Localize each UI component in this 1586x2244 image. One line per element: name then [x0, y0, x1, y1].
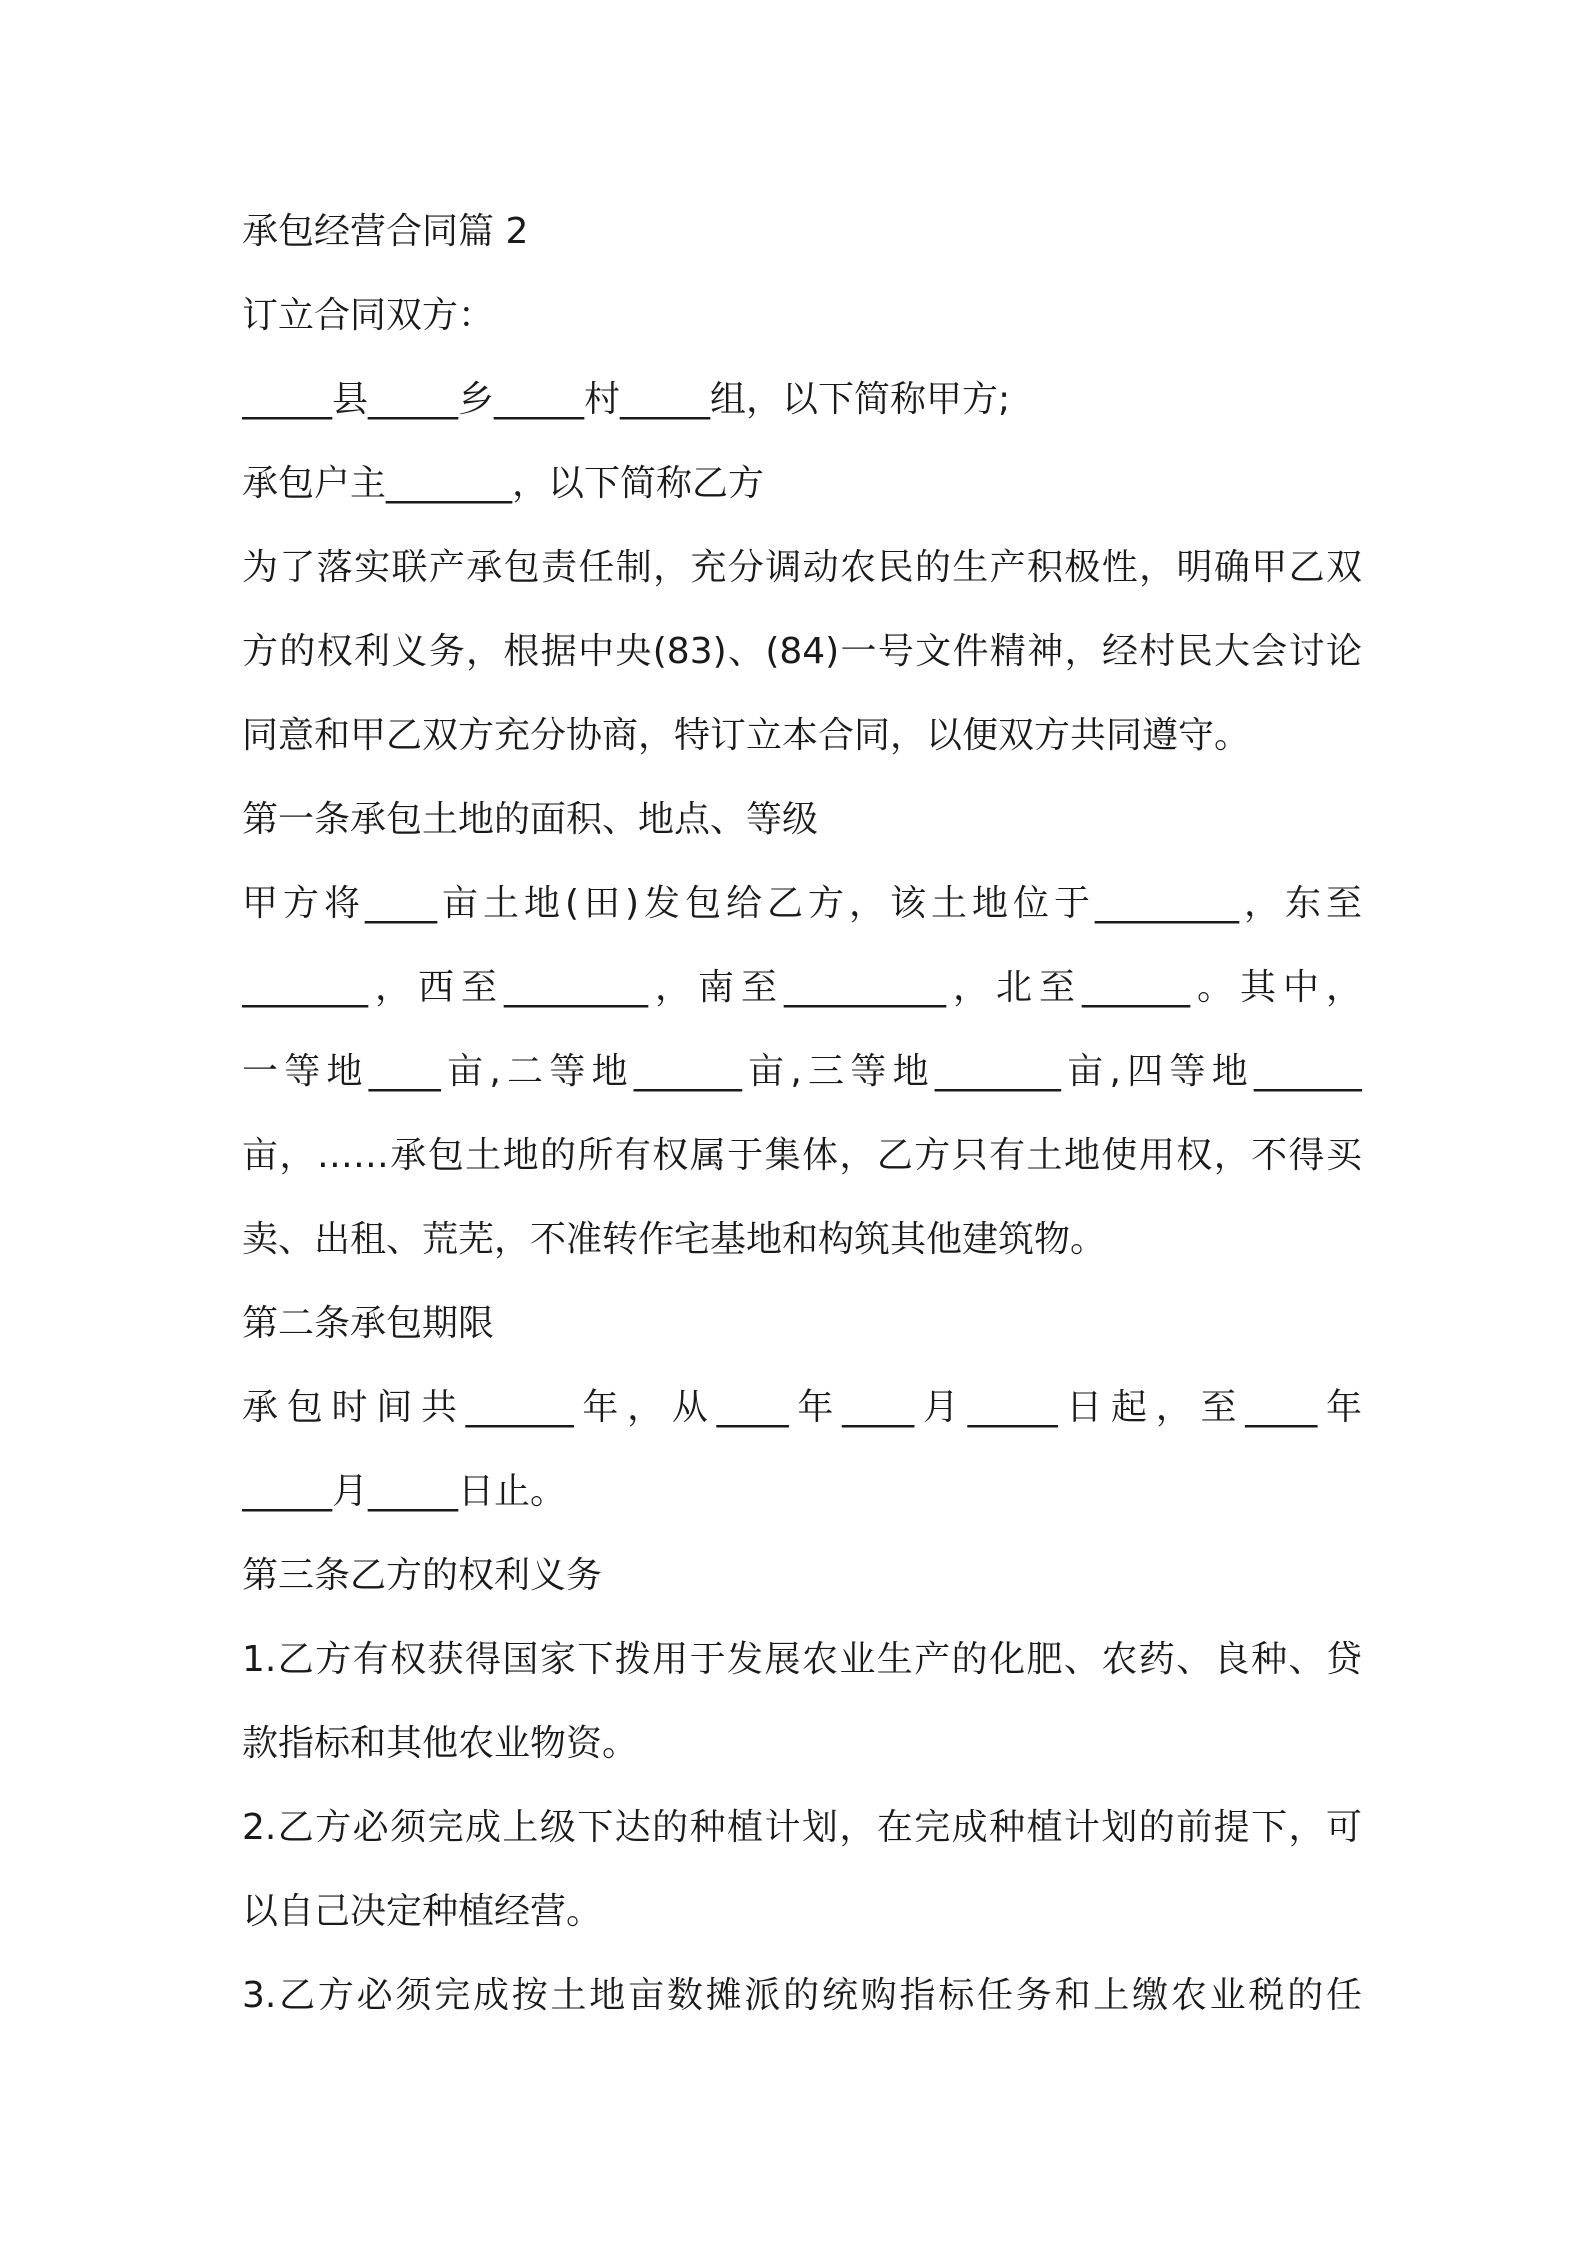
- parties-heading: 订立合同双方：: [242, 295, 495, 336]
- article-2-line-2: _____月_____日止。: [242, 1471, 567, 1512]
- article-3-item-2-line-2: 以自己决定种植经营。: [242, 1891, 603, 1932]
- article-3-item-2-line-1: 2.乙方必须完成上级下达的种植计划，在完成种植计划的前提下，可: [242, 1807, 1362, 1848]
- article-3-item-3-line-1: 3.乙方必须完成按土地亩数摊派的统购指标任务和上缴农业税的任: [242, 1975, 1362, 2016]
- party-b-line: 承包户主_______，以下简称乙方: [242, 463, 765, 504]
- article-1-line-3: 一等地____亩,二等地______亩,三等地_______亩,四等地______: [242, 1051, 1362, 1092]
- article-2-heading: 第二条承包期限: [242, 1303, 495, 1344]
- party-a-line: _____县_____乡_____村_____组，以下简称甲方;: [242, 379, 1011, 420]
- article-3-item-1-line-2: 款指标和其他农业物资。: [242, 1723, 639, 1764]
- article-3-heading: 第三条乙方的权利义务: [242, 1555, 603, 1596]
- preamble-line-2: 方的权利义务，根据中央(83)、(84)一号文件精神，经村民大会讨论: [242, 631, 1362, 672]
- article-1-line-1: 甲方将____亩土地(田)发包给乙方，该土地位于________，东至: [242, 883, 1362, 924]
- preamble-line-1: 为了落实联产承包责任制，充分调动农民的生产积极性，明确甲乙双: [242, 547, 1362, 588]
- article-1-heading: 第一条承包土地的面积、地点、等级: [242, 799, 819, 840]
- preamble-line-3: 同意和甲乙双方充分协商，特订立本合同，以便双方共同遵守。: [242, 715, 1251, 756]
- document-title: 承包经营合同篇 2: [242, 211, 529, 252]
- article-1-line-5: 卖、出租、荒芜，不准转作宅基地和构筑其他建筑物。: [242, 1219, 1107, 1260]
- article-1-line-4: 亩，……承包土地的所有权属于集体，乙方只有土地使用权，不得买: [242, 1135, 1362, 1176]
- article-3-item-1-line-1: 1.乙方有权获得国家下拨用于发展农业生产的化肥、农药、良种、贷: [242, 1639, 1362, 1680]
- article-2-line-1: 承包时间共______年，从____年____月_____日起，至____年: [242, 1387, 1362, 1428]
- article-1-line-2: _______，西至________，南至_________，北至______。其中，: [242, 967, 1362, 1008]
